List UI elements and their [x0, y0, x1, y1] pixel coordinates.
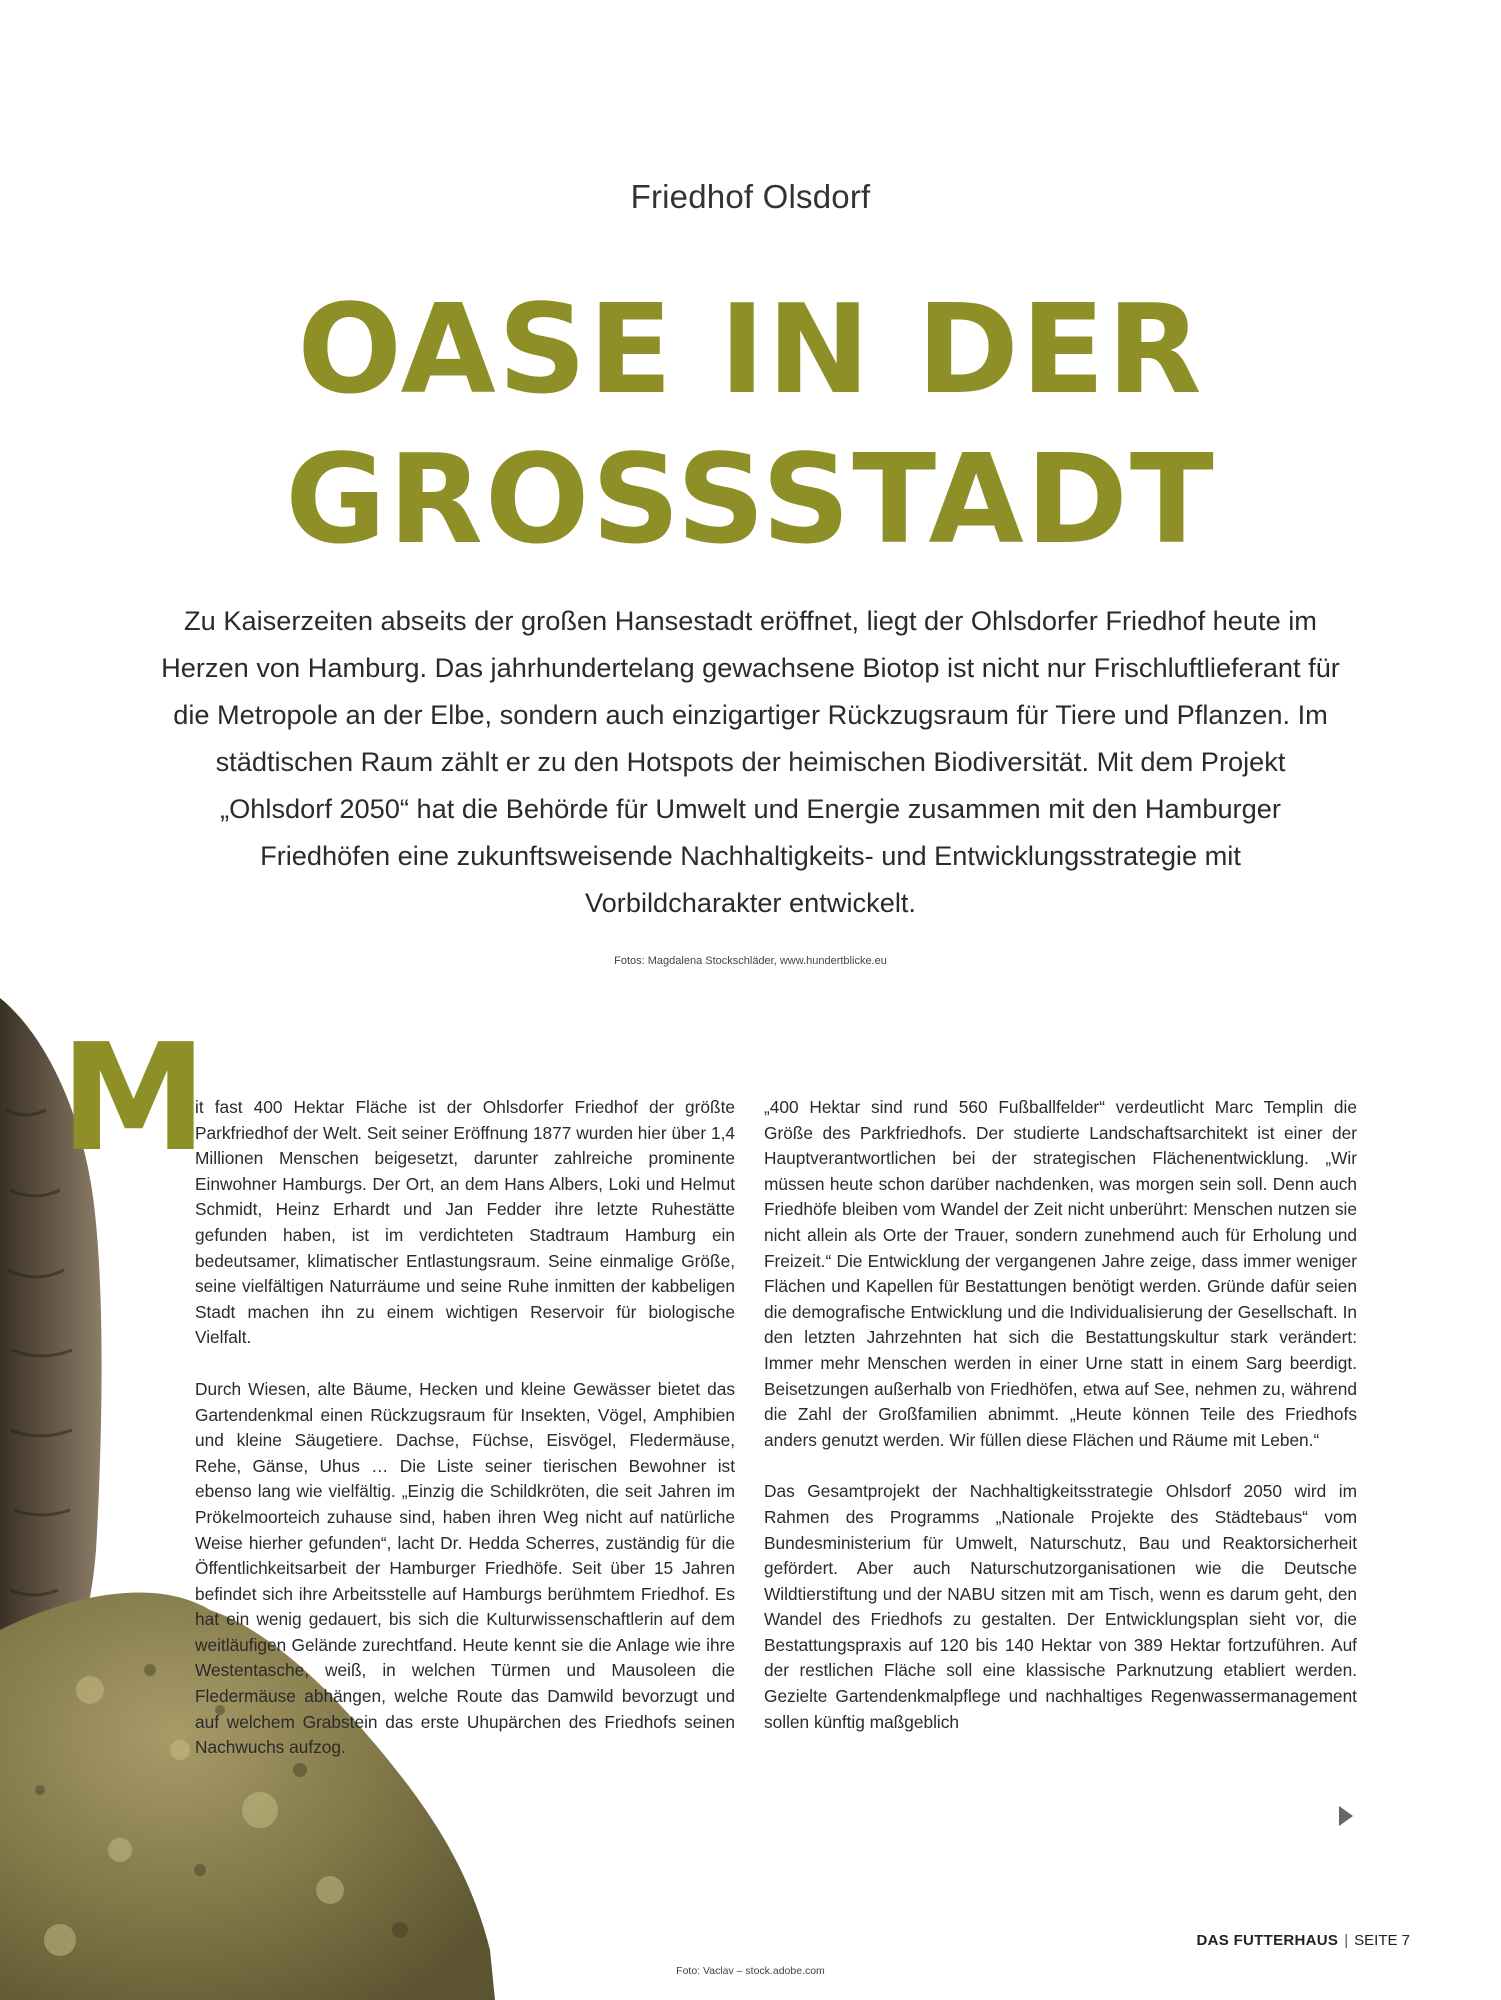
article-paragraph-3: „400 Hektar sind rund 560 Fußballfelder“ verdeutlicht Marc Templin die Größe des Parkfriedhofs. Der studierte Landschaftsarchitekt ist einer der Hauptverantwortlichen bei der strategischen Flächenentwicklung. „Wir müssen heute schon darüber nachdenken, was morgen sein soll. Denn auch Friedhöfe bleiben vom Wandel der Zeit nicht unberührt: Menschen nutzen sie nicht allein als Orte der Trauer, sondern zunehmend auch für Erholung und Freizeit.“ Die Entwicklung der vergangenen Jahre zeige, dass immer weniger Flächen und Kapellen für Bestattungen benötigt werden. Gründe dafür seien die demografische Entwicklung und die Individualisierung der Gesellschaft. In den letzten Jahrzehnten hat sich die Bestattungskultur stark verändert: Immer mehr Menschen werden in einer Urne statt in einem Sarg beerdigt. Beisetzungen außerhalb von Friedhöfen, etwa auf See, nehmen zu, während die Zahl der Großfamilien abnimmt. „Heute können Teile des Friedhofs anders genutzt werden. Wir füllen diese Flächen und Räume mit Leben.“: [764, 1097, 1357, 1450]
headline: [0, 276, 1501, 576]
intro-paragraph: Zu Kaiserzeiten abseits der großen Hansestadt eröffnet, liegt der Ohlsdorfer Friedhof heute im Herzen von Hamburg. Das jahrhundertelang gewachsene Biotop ist nicht nur Frischluftlieferant für die Metropole an der Elbe, sondern auch einzigartiger Rückzugsraum für Tiere und Pflanzen. Im städtischen Raum zählt er zu den Hotspots der heimischen Biodiversität. Mit dem Projekt „Ohlsdorf 2050“ hat die Behörde für Umwelt und Energie zusammen mit den Hamburger Friedhöfen eine zukunftsweisende Nachhaltigkeits- und Entwicklungsstrategie mit Vorbildcharakter entwickelt.: [161, 605, 1340, 918]
article-paragraph-4: Das Gesamtprojekt der Nachhaltigkeitsstrategie Ohlsdorf 2050 wird im Rahmen des Programms „Nationale Projekte des Städtebaus“ vom Bundesministerium für Umwelt, Naturschutz, Bau und Reaktorsicherheit gefördert. Aber auch Naturschutzorganisationen wie die Deutsche Wildtierstiftung und der NABU sitzen mit am Tisch, wenn es darum geht, den Wandel des Friedhofs zu gestalten. Der Entwicklungsplan sieht vor, die Bestattungspraxis auf 120 bis 140 Hektar von 389 Hektar fortzuführen. Auf der restlichen Fläche soll eine klassische Parknutzung etabliert werden. Gezielte Gartendenkmalpflege und nachhaltiges Regenwassermanagement sollen künftig maßgeblich: [764, 1481, 1357, 1732]
article-paragraph-1: it fast 400 Hektar Fläche ist der Ohlsdorfer Friedhof der größte Parkfriedhof der Welt. Seit seiner Eröffnung 1877 wurden hier über 1,4 Millionen Menschen beigesetzt, darunter zahlreiche prominente Einwohner Hamburgs. Der Ort, an dem Hans Albers, Loki und Helmut Schmidt, Heinz Erhardt und Jan Fedder ihre letzte Ruhestätte gefunden haben, ist im verdichteten Stadtraum Hamburg ein bedeutsamer, klimatischer Entlastungsraum. Seine einmalige Größe, seine vielfältigen Naturräume und seine Ruhe inmitten der kabbeligen Stadt machen ihn zu einem wichtigen Reservoir für biologische Vielfalt.: [195, 1097, 735, 1348]
page-number: SEITE 7: [1354, 1932, 1410, 1949]
footer-brand: DAS FUTTERHAUS: [1196, 1932, 1339, 1949]
footer-separator: |: [1344, 1932, 1349, 1949]
article-column-left: [195, 1095, 735, 1761]
page-footer: [1190, 1932, 1410, 1949]
photo-credit-top: Fotos: Magdalena Stockschläder, www.hundertblicke.eu: [614, 955, 887, 967]
article-column-right: [764, 1095, 1357, 1735]
headline-line-1: OASE IN DER: [297, 279, 1204, 422]
continue-arrow-icon: [1339, 1806, 1353, 1826]
drop-cap: M: [60, 1012, 208, 1184]
photo-credit-bottom: Foto: Vaclav – stock.adobe.com: [676, 1965, 825, 1977]
kicker: Friedhof Olsdorf: [630, 178, 871, 215]
headline-line-2: GROSSSTADT: [285, 429, 1216, 572]
article-paragraph-2: Durch Wiesen, alte Bäume, Hecken und kleine Gewässer bietet das Gartendenkmal einen Rückzugsraum für Insekten, Vögel, Amphibien und kleine Säugetiere. Dachse, Füchse, Eisvögel, Fledermäuse, Rehe, Gänse, Uhus … Die Liste seiner tierischen Bewohner ist ebenso lang wie vielfältig. „Einzig die Schildkröten, die seit Jahren im Prökelmoorteich zuhause sind, haben ihren Weg nicht auf natürliche Weise hierher gefunden“, lacht Dr. Hedda Scherres, zuständig für die Öffentlichkeitsarbeit der Hamburger Friedhöfe. Seit über 15 Jahren befindet sich ihre Arbeitsstelle auf Hamburgs berühmtem Friedhof. Es hat ein wenig gedauert, bis sich die Kulturwissenschaftlerin auf dem weitläufigen Gelände zurechtfand. Heute kennt sie die Anlage wie ihre Westentasche, weiß, in welchen Türmen und Mausoleen die Fledermäuse abhängen, welche Route das Damwild bevorzugt und auf welchem Grabstein das erste Uhupärchen des Friedhofs seinen Nachwuchs aufzog.: [195, 1378, 735, 1758]
